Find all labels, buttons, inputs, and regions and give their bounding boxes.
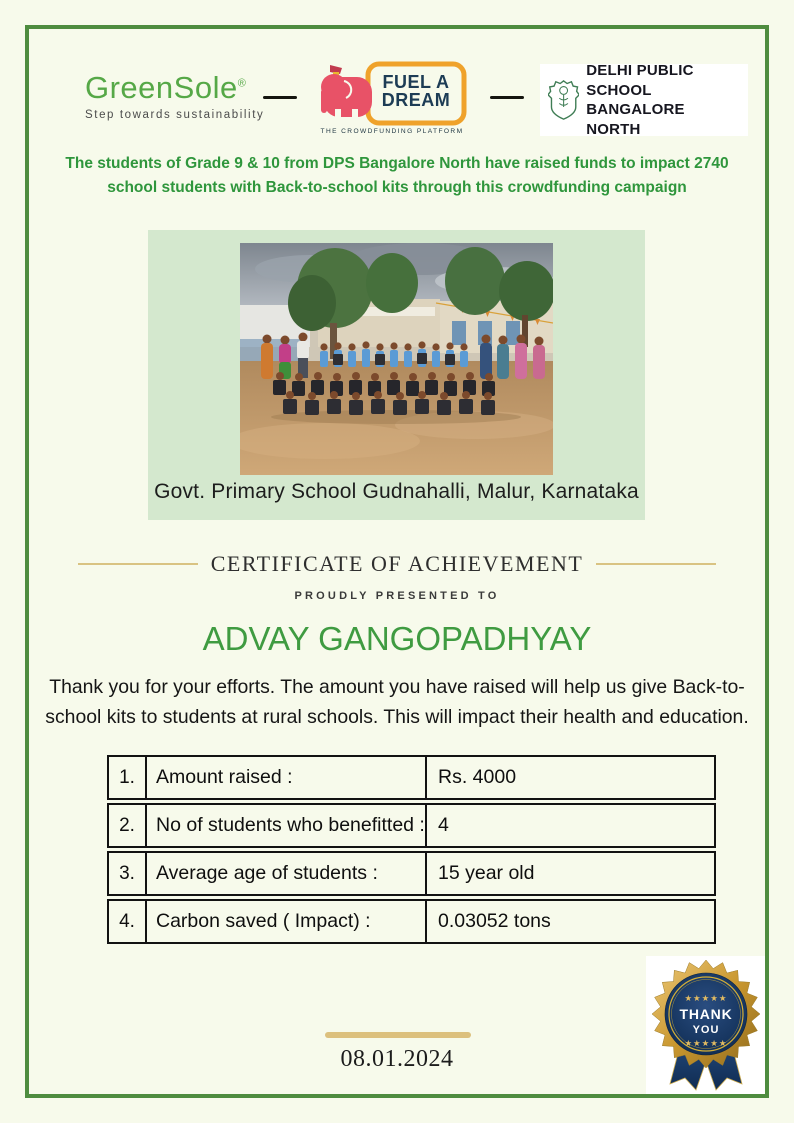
school-photo	[240, 243, 553, 475]
row-number: 4.	[109, 901, 147, 942]
photo-card	[148, 230, 645, 520]
fuel-a-dream-title-line2: DREAM	[381, 90, 451, 110]
title-rule-right	[596, 563, 716, 565]
thank-you-badge	[648, 958, 764, 1094]
row-number: 3.	[109, 853, 147, 894]
greensole-tagline: Step towards sustainability	[85, 109, 265, 121]
stat-label: Average age of students :	[147, 853, 427, 894]
campaign-text: The students of Grade 9 & 10 from DPS Bangalore North have raised funds to impact 2740 school students with Back-to-school kits through this crowdfunding campaign	[65, 155, 729, 197]
stats-row	[107, 803, 716, 848]
fuel-a-dream-logo	[316, 57, 468, 137]
registered-mark: ®	[237, 77, 247, 90]
date-text: 08.01.2024	[340, 1046, 454, 1072]
presented-to-label: PROUDLY PRESENTED TO	[294, 590, 500, 602]
certificate-title-row	[0, 551, 794, 577]
row-number: 1.	[109, 757, 147, 798]
badge-stars-bottom: ★★★★★	[684, 1038, 728, 1048]
dps-name-line2: BANGALORE NORTH	[586, 101, 685, 138]
dps-crest-icon	[548, 76, 579, 124]
stats-table	[107, 755, 716, 947]
greensole-wordmark: GreenSole®	[85, 70, 247, 105]
row-number: 2.	[109, 805, 147, 846]
stat-value: 4	[438, 814, 449, 836]
dps-name-line1: DELHI PUBLIC SCHOOL	[586, 62, 694, 99]
stat-value: 15 year old	[438, 862, 535, 884]
date-rule	[325, 1032, 471, 1038]
fuel-a-dream-tagline: THE CROWDFUNDING PLATFORM	[320, 128, 464, 135]
stats-row	[107, 755, 716, 800]
stat-label: Carbon saved ( Impact) :	[147, 901, 427, 942]
stat-value: Rs. 4000	[438, 766, 517, 788]
stats-row	[107, 899, 716, 944]
fuel-a-dream-title-line1: FUEL A	[382, 72, 450, 92]
stat-label: No of students who benefitted :	[147, 805, 427, 846]
stat-value: 0.03052 tons	[438, 910, 551, 932]
badge-you-label: YOU	[692, 1024, 720, 1036]
stats-row	[107, 851, 716, 896]
dps-name	[586, 61, 740, 139]
title-rule-left	[78, 563, 198, 565]
badge-thank-label: THANK	[679, 1006, 733, 1022]
stat-label: Amount raised :	[147, 757, 427, 798]
greensole-logo	[85, 70, 270, 121]
logo-separator	[490, 96, 524, 99]
dps-logo	[540, 64, 748, 136]
recipient-name: ADVAY GANGOPADHYAY	[202, 620, 592, 657]
logo-separator	[263, 96, 297, 99]
badge-stars-top: ★★★★★	[684, 993, 728, 1003]
message-text: Thank you for your efforts. The amount you have raised will help us give Back-to-school kits to students at rural schools. This will impact their health and education.	[45, 676, 749, 729]
certificate-title: CERTIFICATE OF ACHIEVEMENT	[210, 551, 584, 576]
elephant-icon	[321, 65, 372, 118]
photo-caption: Govt. Primary School Gudnahalli, Malur, Karnataka	[154, 480, 639, 503]
